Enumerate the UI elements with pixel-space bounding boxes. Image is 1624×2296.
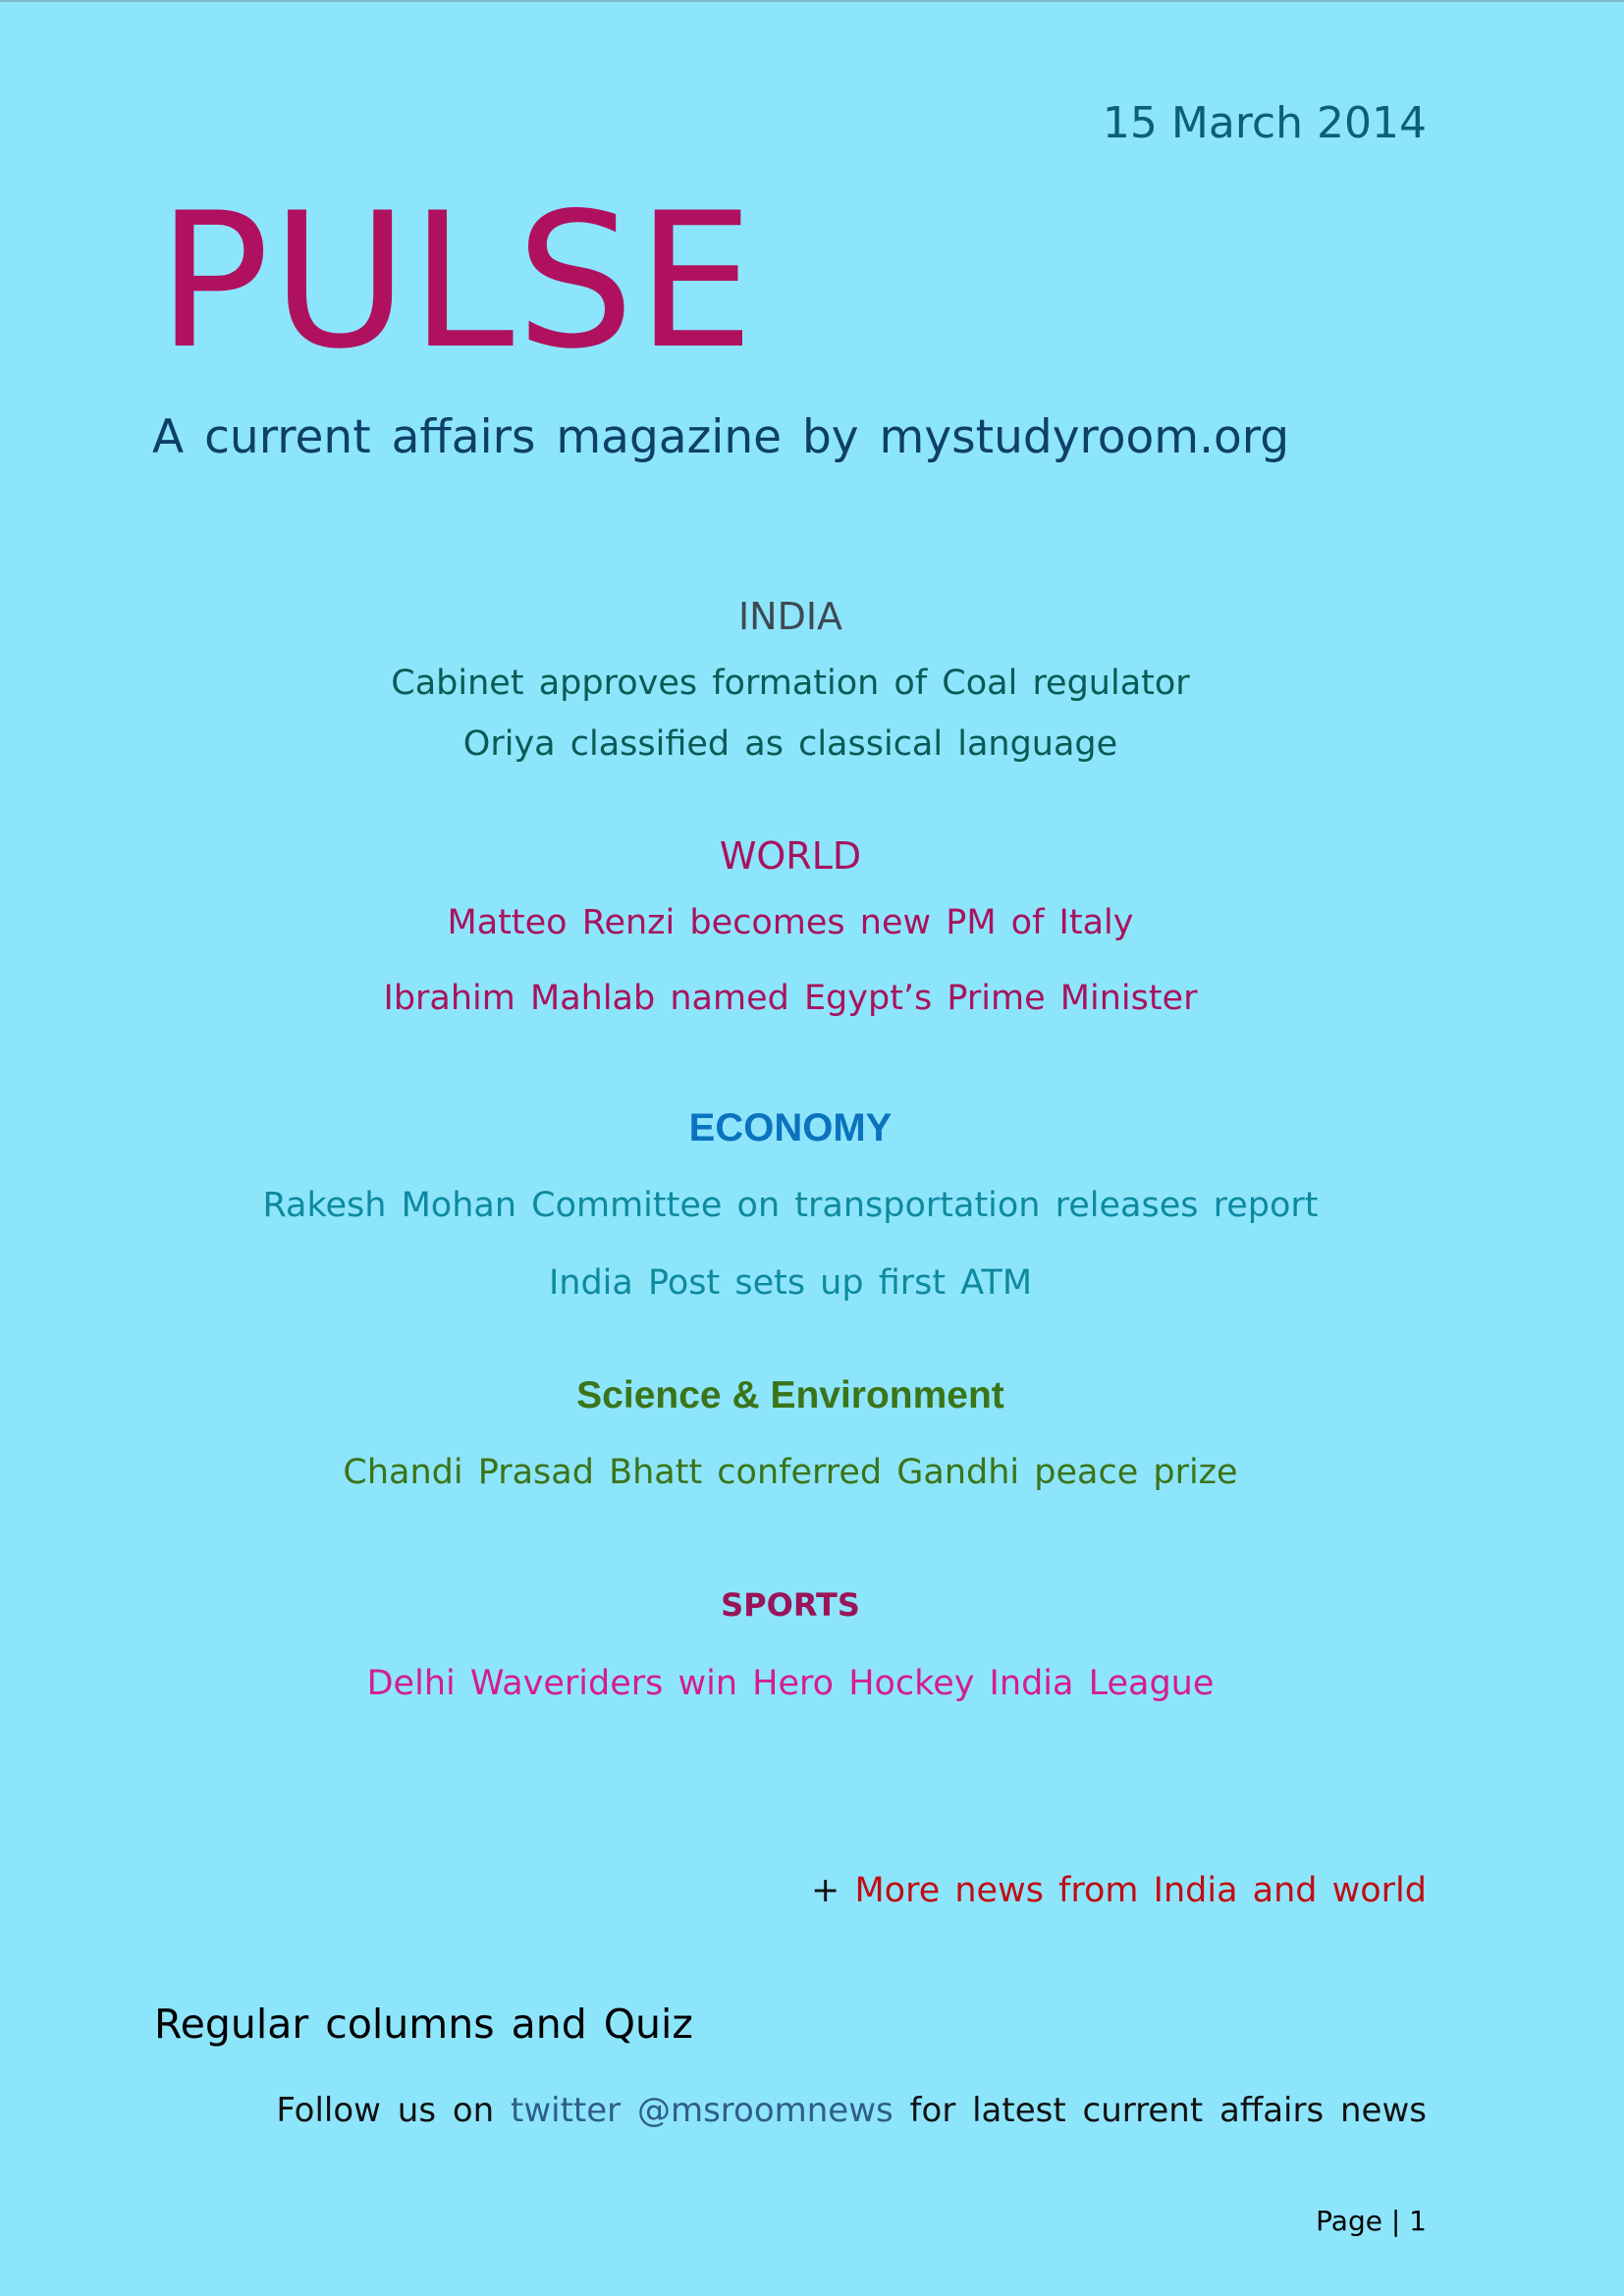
headline-sports-1[interactable]: Delhi Waveriders win Hero Hockey India League: [366, 1664, 1215, 1703]
section-heading-india: INDIA: [737, 595, 843, 638]
twitter-handle-link[interactable]: twitter @msroomnews: [511, 2091, 893, 2130]
follow-line: [276, 2091, 1427, 2130]
headline-world-2[interactable]: Ibrahim Mahlab named Egypt’s Prime Minister: [383, 979, 1198, 1018]
follow-text-before: Follow us on: [276, 2091, 512, 2130]
headline-economy-2[interactable]: India Post sets up first ATM: [548, 1263, 1033, 1303]
page-number: Page | 1: [1316, 2205, 1427, 2237]
more-news-link[interactable]: [811, 1871, 1427, 1910]
issue-date: 15 March 2014: [1102, 98, 1427, 148]
headline-economy-1[interactable]: Rakesh Mohan Committee on transportation releases report: [262, 1186, 1319, 1225]
follow-text-after: for latest current affairs news: [893, 2091, 1427, 2130]
tagline: A current affairs magazine by mystudyroom.org: [152, 410, 1290, 464]
section-heading-world: WORLD: [719, 834, 862, 878]
headline-india-1[interactable]: Cabinet approves formation of Coal regulator: [391, 664, 1190, 703]
masthead-title: PULSE: [157, 173, 757, 390]
more-news-prefix: +: [811, 1871, 855, 1910]
section-heading-economy: ECONOMY: [688, 1106, 893, 1149]
section-heading-science: Science & Environment: [576, 1374, 1004, 1416]
headline-india-2[interactable]: Oriya classified as classical language: [462, 724, 1118, 764]
regular-columns-heading[interactable]: Regular columns and Quiz: [154, 2001, 693, 2048]
section-heading-sports: SPORTS: [721, 1586, 860, 1624]
headline-science-1[interactable]: Chandi Prasad Bhatt conferred Gandhi peace prize: [343, 1453, 1238, 1492]
more-news-label[interactable]: More news from India and world: [854, 1871, 1427, 1910]
headline-world-1[interactable]: Matteo Renzi becomes new PM of Italy: [447, 903, 1134, 942]
